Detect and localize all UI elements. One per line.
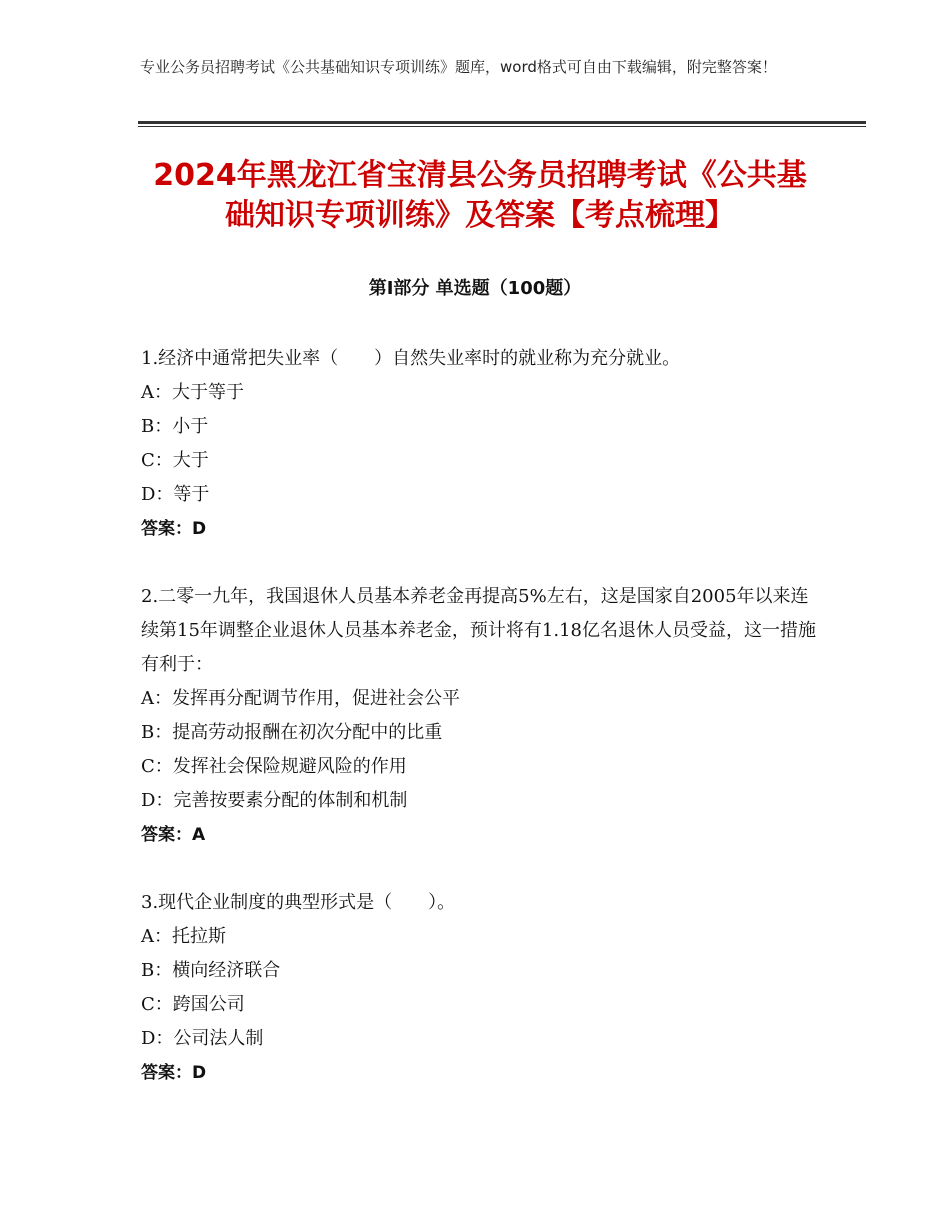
option-a: A：托拉斯 [141,926,226,947]
option-c: C：发挥社会保险规避风险的作用 [141,756,407,777]
option-a: A：发挥再分配调节作用，促进社会公平 [141,688,460,709]
question-2 [141,580,821,852]
option-d: D：等于 [141,484,210,505]
option-a: A：大于等于 [141,382,244,403]
question-1 [141,342,821,546]
question-stem: 3.现代企业制度的典型形式是（ ）。 [141,892,456,913]
header-note: 专业公务员招聘考试《公共基础知识专项训练》题库，word格式可自由下载编辑，附完整答案！ [140,58,777,76]
option-b: B：提高劳动报酬在初次分配中的比重 [141,722,443,743]
option-d: D：公司法人制 [141,1028,264,1049]
question-stem: 2.二零一九年，我国退休人员基本养老金再提高5%左右，这是国家自2005年以来连续第15年调整企业退休人员基本养老金，预计将有1.18亿名退休人员受益，这一措施有利于： [141,586,816,675]
option-c: C：跨国公司 [141,994,245,1015]
answer-line: 答案：A [141,825,206,845]
document-title: 2024年黑龙江省宝清县公务员招聘考试《公共基础知识专项训练》及答案【考点梳理】 [153,158,807,233]
option-d: D：完善按要素分配的体制和机制 [141,790,408,811]
answer-line: 答案：D [141,1063,207,1083]
section-heading: 第I部分 单选题（100题） [368,278,582,299]
answer-line: 答案：D [141,519,207,539]
question-list [141,342,821,1124]
header-divider-thin [138,126,866,127]
option-b: B：小于 [141,416,209,437]
question-stem: 1.经济中通常把失业率（ ）自然失业率时的就业称为充分就业。 [141,348,681,369]
option-c: C：大于 [141,450,209,471]
question-3 [141,886,821,1090]
header-divider-thick [138,121,866,124]
option-b: B：横向经济联合 [141,960,281,981]
